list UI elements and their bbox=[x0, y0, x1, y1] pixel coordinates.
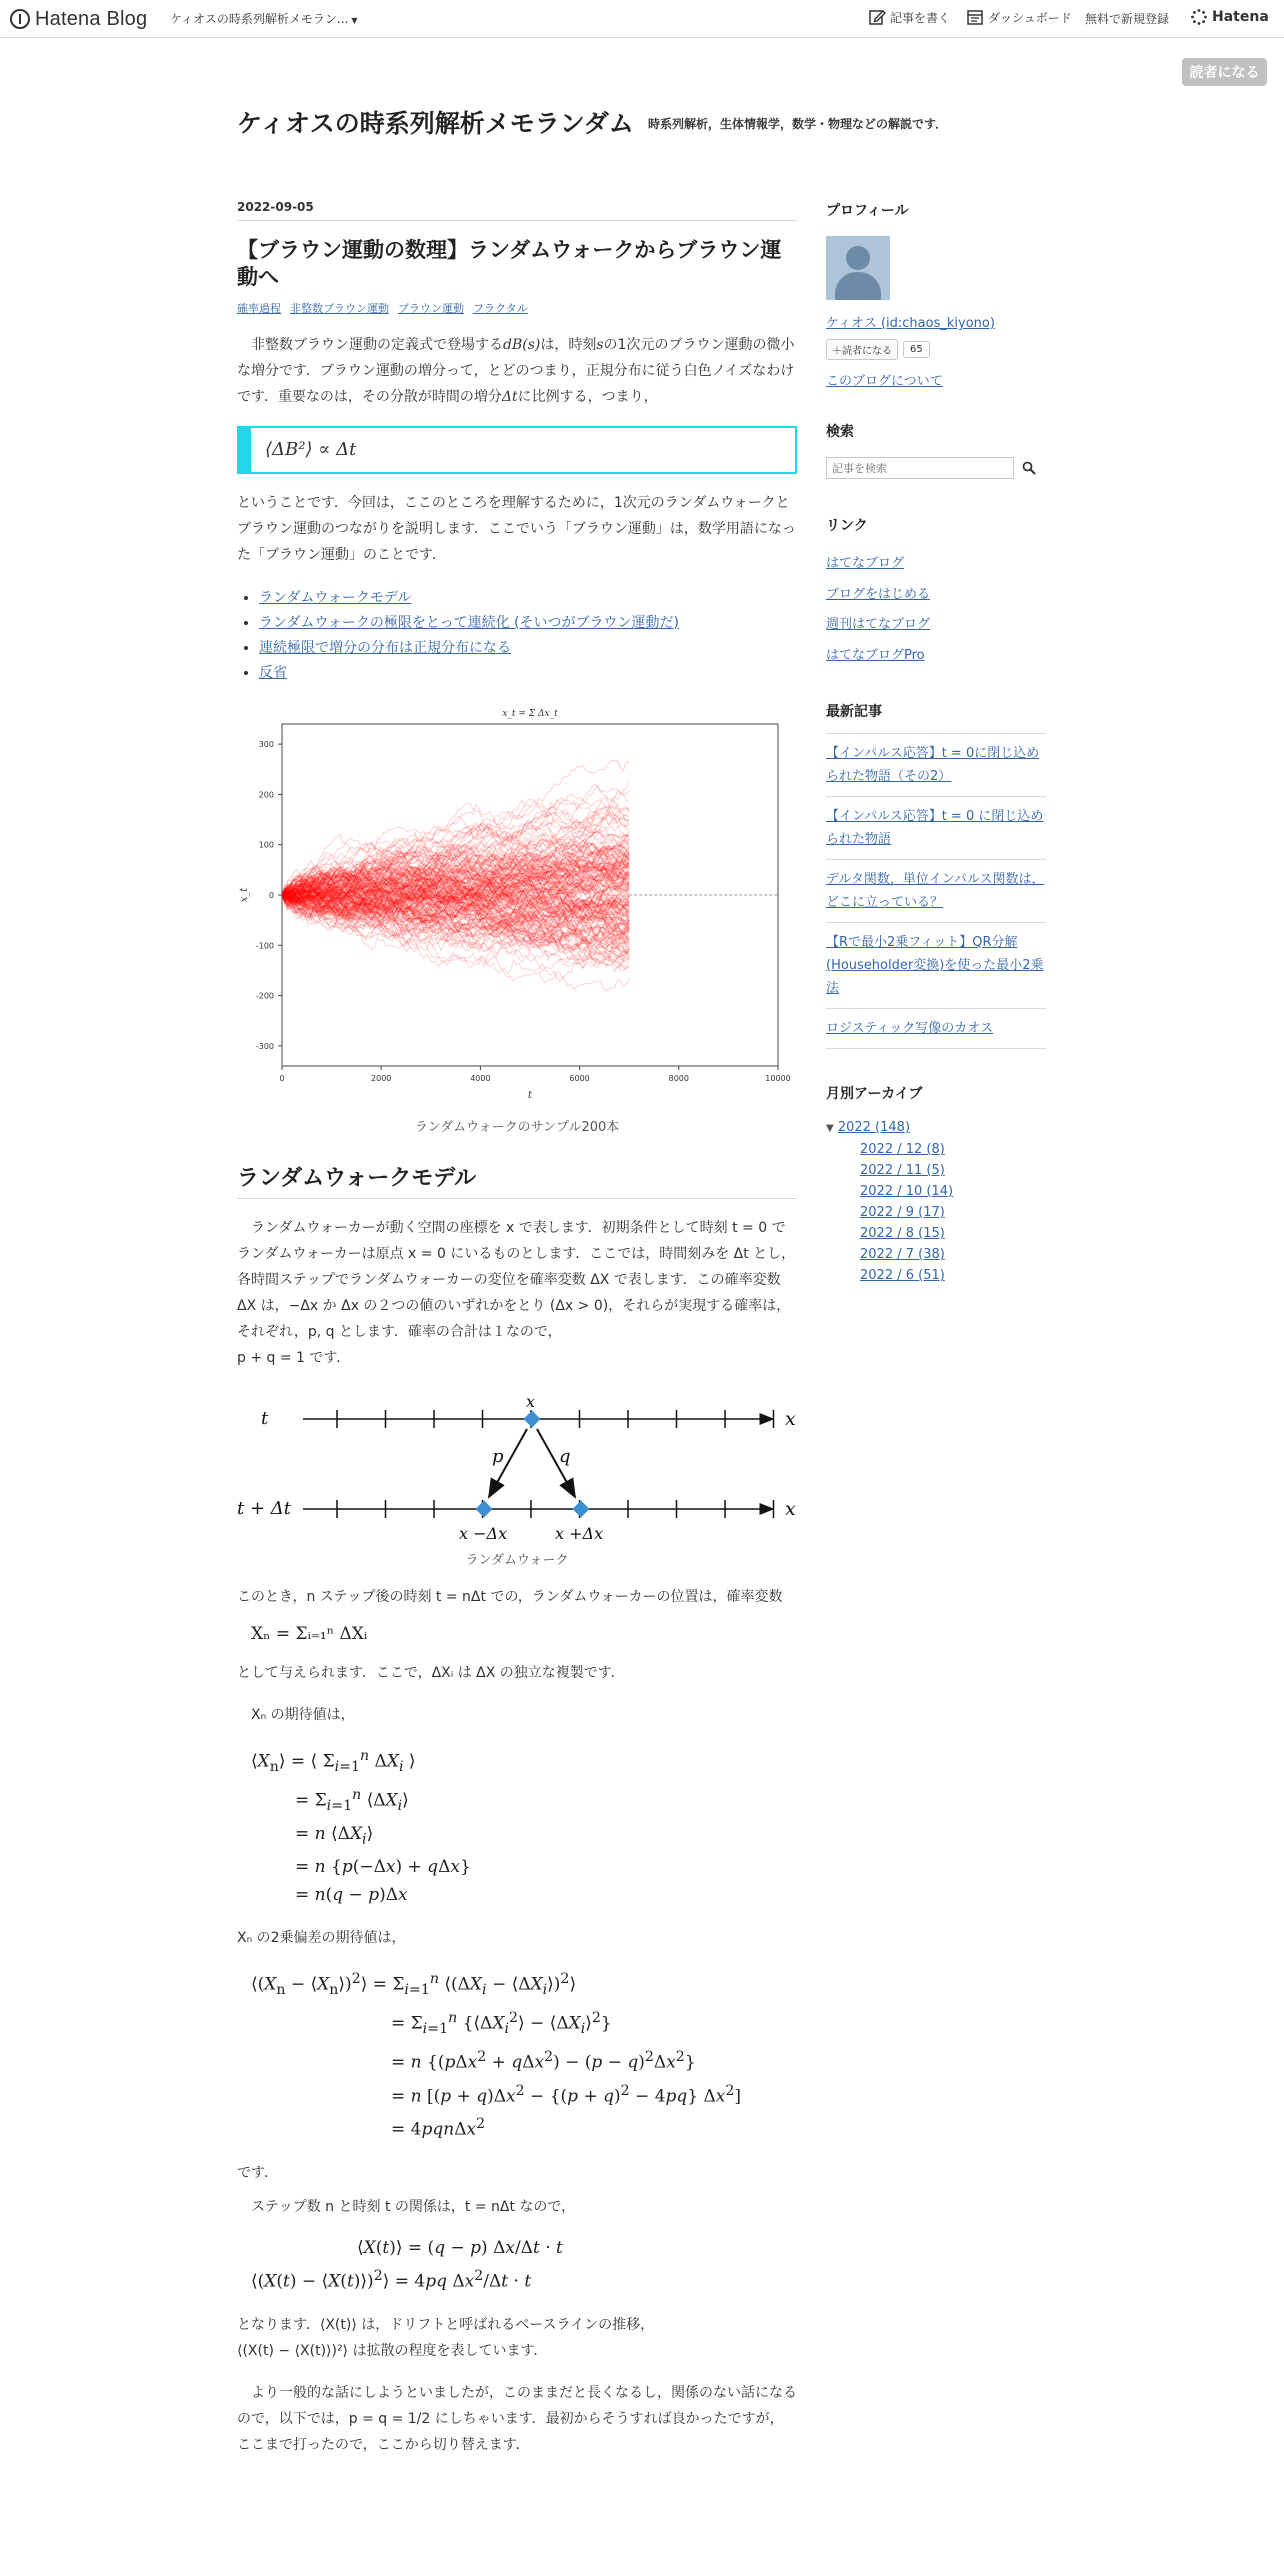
recent-entry bbox=[826, 733, 1046, 797]
profile-heading: プロフィール bbox=[826, 203, 909, 219]
p-label: p bbox=[492, 1445, 504, 1467]
profile-name-link[interactable]: ケィオス (id:chaos_kiyono) bbox=[826, 316, 995, 331]
walker-marker bbox=[524, 1410, 541, 1427]
category-link[interactable]: 非整数ブラウン運動 bbox=[290, 301, 389, 315]
hatena-menu[interactable] bbox=[1190, 8, 1269, 26]
archive-month-link[interactable]: 2022 / 11 (5) bbox=[860, 1163, 945, 1178]
recent-entry bbox=[826, 923, 1046, 1009]
toc-link[interactable]: 連続極限で増分の分布は正規分布になる bbox=[259, 639, 511, 656]
equation-sum: Xₙ = Σᵢ₌₁ⁿ ΔXᵢ bbox=[251, 1623, 368, 1644]
section-paragraph-3: として与えられます．ここで，ΔXᵢ は ΔX の独立な複製です． bbox=[237, 1664, 625, 1681]
y-tick-label: 300 bbox=[258, 739, 274, 749]
section-paragraph-end: p + q = 1 です． bbox=[237, 1349, 351, 1366]
category-link[interactable]: ブラウン運動 bbox=[398, 301, 464, 315]
category-list bbox=[237, 300, 797, 316]
toc-item bbox=[259, 661, 797, 686]
section-paragraph-5: Xₙ の2乗偏差の期待値は， bbox=[237, 1930, 406, 1947]
section-paragraph-4: Xₙ の期待値は， bbox=[251, 1706, 355, 1723]
x-position-label: x bbox=[526, 1392, 536, 1411]
links-list bbox=[826, 549, 1046, 671]
table-of-contents bbox=[237, 586, 797, 686]
figure-caption-2: ランダムウォーク bbox=[465, 1552, 569, 1568]
main-column bbox=[237, 200, 797, 2458]
entry-date[interactable]: 2022-09-05 bbox=[237, 200, 797, 221]
section-paragraph-9: より一般的な話にしようといましたが，このままだと長くなるし，関係のない話になるので，以下では，p = q = 1/2 にしちゃいます．最初からそうすれば良かったですが，ここまで打ったので，ここから切り替えます． bbox=[237, 2384, 797, 2453]
archive-year-link[interactable]: 2022 (148) bbox=[837, 1120, 911, 1135]
t-dt-label: t + Δt bbox=[237, 1497, 291, 1519]
text-span: ⟨(X(t) − ⟨X(t)⟩)²⟩ は拡散の程度を表しています． bbox=[237, 2342, 548, 2359]
highlight-formula: ⟨ΔB²⟩ ∝ Δt bbox=[265, 439, 357, 461]
avatar[interactable] bbox=[826, 236, 890, 300]
q-label: q bbox=[559, 1445, 571, 1467]
y-axis-label: x_t bbox=[239, 887, 250, 902]
intro-paragraph-2: ということです．今回は，ここのところを理解するために，1次元のランダムウォークとブラウン運動のつながりを説明します．ここでいう「ブラウン運動」は，数学用語になった「ブラウン運動」のことです． bbox=[237, 494, 796, 563]
hatena-logo-icon bbox=[10, 9, 30, 29]
section-paragraph-6: です． bbox=[237, 2165, 278, 2182]
write-entry-label: 記事を書く bbox=[890, 10, 951, 25]
toc-item bbox=[259, 636, 797, 661]
random-walk-figure[interactable] bbox=[237, 704, 797, 1108]
x-minus-label: x −Δx bbox=[459, 1523, 508, 1543]
x-tick-label: 8000 bbox=[668, 1073, 689, 1083]
recent-heading: 最新記事 bbox=[826, 704, 882, 720]
search-input[interactable] bbox=[826, 457, 1014, 479]
search-icon[interactable] bbox=[1022, 461, 1036, 475]
chevron-down-icon: ▼ bbox=[351, 16, 358, 25]
pencil-icon bbox=[868, 8, 886, 26]
section-paragraph: ランダムウォーカーが動く空間の座標を x で表します．初期条件として時刻 t = 0 でランダムウォーカーは原点 x = 0 にいるものとします．ここでは，時間刻みを Δt とし，各時間ステップでランダムウォーカーの変位を確率変数 ΔX で表します．この確率変数 ΔX は，−Δx か Δx の２つの値のいずれかをとり (Δx > 0)，それらが実現する確率は，それぞれ，p, q とします．確率の合計は１なので， bbox=[237, 1219, 796, 1340]
text-span: となります．⟨X(t)⟩ は，ドリフトと呼ばれるベースラインの推移， bbox=[237, 2316, 655, 2333]
time-equations: ⟨X(t)⟩ = (q − p) Δx/Δt · t ⟨(X(t) − ⟨X(t)⟩)$^2$⟩ = 4pq $\Delta x^2/\Delta t \cdot t$ bbox=[251, 2238, 563, 2292]
links-heading: リンク bbox=[826, 518, 868, 534]
search-heading: 検索 bbox=[826, 424, 854, 440]
signup-label: 無料で新規登録 bbox=[1085, 12, 1170, 26]
recent-entry bbox=[826, 797, 1046, 860]
category-link[interactable]: フラクタル bbox=[473, 301, 528, 315]
sidebar-link[interactable]: 週刊はてなブログ bbox=[826, 617, 931, 632]
variance-equations: $⟨(X_n$ − $⟨X_n⟩)^2⟩ = \Sigma_{i=1}^n$ $⟨(\Delta X_i$ − $⟨\Delta X_i⟩)^2⟩$ = $\Sigma_{i=1}^n$ {$⟨\Delta X_i^2⟩$ − $⟨\Delta X_i⟩^2$} = n $\{(p\Delta x^2 + q\Delta x^2) - (p - q)^2\Delta x^2\}$ = n [$(p + q)\Delta x^2 - \{(p + q)^2 - 4pq\}$ $\Delta x^2$] = 4pqnΔx$^2$ bbox=[251, 1971, 742, 2141]
write-entry-button[interactable] bbox=[868, 8, 950, 26]
recent-entry-link[interactable]: ロジスティック写像のカオス bbox=[826, 1021, 994, 1036]
archive-month-link[interactable]: 2022 / 7 (38) bbox=[860, 1247, 945, 1262]
section-paragraph-8 bbox=[237, 2312, 797, 2364]
intro-paragraph bbox=[237, 332, 797, 410]
y-tick-label: 100 bbox=[258, 840, 274, 850]
brand-name: Hatena Blog bbox=[35, 7, 148, 30]
archive-month-link[interactable]: 2022 / 6 (51) bbox=[860, 1268, 945, 1283]
follow-widget bbox=[826, 339, 1046, 360]
blog-title[interactable]: ケィオスの時系列解析メモランダム bbox=[237, 109, 634, 138]
math-inline: dB(s) bbox=[503, 336, 541, 353]
x-tick-label: 10000 bbox=[765, 1073, 791, 1083]
avatar-head-shape bbox=[846, 246, 870, 270]
archive-months bbox=[826, 1139, 1046, 1286]
text-span: の1次元のブラウン運動の微小な増分です．ブラウン運動の増分って，とどのつまり，正規分布に従う白色ノイズなわけです．重要なのは，その分散が時間の増分 bbox=[237, 336, 795, 405]
hatena-label: Hatena bbox=[1212, 9, 1269, 25]
y-tick-label: 200 bbox=[258, 790, 274, 800]
x-axis-label: x bbox=[785, 1407, 796, 1430]
x-tick-label: 6000 bbox=[569, 1073, 590, 1083]
section-heading: ランダムウォークモデル bbox=[237, 1161, 797, 1199]
y-tick-label: -100 bbox=[255, 940, 274, 950]
random-walk-chart bbox=[237, 704, 797, 1104]
blog-description: 時系列解析，生体情報学，数学・物理などの解説です． bbox=[648, 117, 948, 131]
follow-button[interactable] bbox=[826, 339, 898, 360]
subscribe-button[interactable]: 読者になる bbox=[1182, 58, 1267, 86]
math-inline: s bbox=[596, 336, 604, 353]
x-tick-label: 4000 bbox=[470, 1073, 491, 1083]
toc-link[interactable]: 反省 bbox=[259, 664, 287, 681]
y-tick-label: -300 bbox=[255, 1041, 274, 1051]
category-link[interactable]: 確率過程 bbox=[237, 301, 281, 315]
recent-entries-list bbox=[826, 733, 1046, 1049]
x-tick-label: 0 bbox=[279, 1073, 285, 1083]
chart-title: x_t = Σ Δx_t bbox=[502, 708, 558, 719]
signup-link[interactable] bbox=[1085, 10, 1169, 27]
math-inline: Δt bbox=[501, 388, 518, 405]
random-walk-diagram bbox=[237, 1393, 797, 1547]
recent-entry bbox=[826, 860, 1046, 923]
x-tick-label: 2000 bbox=[371, 1073, 392, 1083]
about-blog-link[interactable]: このブログについて bbox=[826, 374, 943, 389]
section-paragraph-7: ステップ数 n と時刻 t の関係は，t = nΔt なので， bbox=[251, 2199, 576, 2216]
recent-entry-link[interactable]: 【インパルス応答】t = 0 に閉じ込められた物語 bbox=[826, 809, 1044, 847]
figure-caption: ランダムウォークのサンプル200本 bbox=[414, 1119, 620, 1135]
text-span: 非整数ブラウン運動の定義式で登場する bbox=[251, 336, 503, 353]
sidebar bbox=[826, 200, 1046, 1286]
search-form bbox=[826, 457, 1046, 479]
recent-entry bbox=[826, 1009, 1046, 1049]
archive-list bbox=[826, 1117, 1046, 1286]
x-axis-label-2: x bbox=[785, 1497, 796, 1520]
recent-entry-link[interactable]: 【Rで最小2乗フィット】QR分解 (Householder変換)を使った最小2乗法 bbox=[826, 935, 1044, 996]
toc-item bbox=[259, 586, 797, 611]
blog-selector[interactable] bbox=[170, 10, 358, 27]
archive-month-link[interactable]: 2022 / 9 (17) bbox=[860, 1205, 945, 1220]
x-plus-label: x +Δx bbox=[555, 1523, 604, 1543]
recent-entry-link[interactable]: 【インパルス応答】t = 0に閉じ込められた物語（その2） bbox=[826, 746, 1040, 784]
hatena-dots-icon bbox=[1190, 8, 1208, 26]
x-axis-label: t bbox=[527, 1089, 533, 1101]
toc-item bbox=[259, 611, 797, 636]
follower-count[interactable]: 65 bbox=[903, 341, 930, 358]
sidebar-link[interactable]: はてなブログ bbox=[826, 556, 905, 571]
expectation-equations: $⟨X_n⟩$ = ⟨ $\Sigma_{i=1}^n$ $\Delta X_i$ ⟩ = $\Sigma_{i=1}^n$ $⟨\Delta X_i⟩$ = n $⟨\Delta X_i⟩$ = n {p(−Δx) + qΔx} = n(q − p)Δx bbox=[251, 1747, 471, 1906]
avatar-body-shape bbox=[835, 272, 881, 300]
highlight-formula-box bbox=[237, 426, 797, 474]
text-span: に比例する，つまり， bbox=[517, 388, 658, 405]
plus-icon: ＋ bbox=[832, 346, 842, 357]
recent-entry-link[interactable]: デルタ関数，単位インパルス関数は，どこに立っている？ bbox=[826, 872, 1045, 910]
follow-label: 読者になる bbox=[842, 346, 892, 357]
dashboard-label: ダッシュボード bbox=[988, 10, 1072, 25]
section-paragraph-2: このとき，n ステップ後の時刻 t = nΔt での，ランダムウォーカーの位置は，確率変数 bbox=[237, 1588, 783, 1605]
triangle-down-icon[interactable]: ▼ bbox=[826, 1123, 834, 1134]
blog-selector-label: ケィオスの時系列解析メモラン... bbox=[170, 12, 349, 26]
toc-link[interactable]: ランダムウォークの極限をとって連続化 (そいつがブラウン運動だ) bbox=[259, 614, 679, 631]
global-header bbox=[0, 0, 1284, 38]
y-tick-label: 0 bbox=[268, 890, 274, 900]
walker-marker-left bbox=[476, 1500, 493, 1517]
sidebar-link[interactable]: はてなブログPro bbox=[826, 647, 925, 663]
text-span: は，時刻 bbox=[540, 336, 597, 353]
hatena-blog-logo[interactable] bbox=[10, 6, 147, 32]
entry-title[interactable]: 【ブラウン運動の数理】ランダムウォークからブラウン運動へ bbox=[237, 238, 782, 290]
walker-marker-right bbox=[573, 1500, 590, 1517]
dashboard-button[interactable] bbox=[966, 8, 1072, 26]
archive-heading: 月別アーカイブ bbox=[826, 1086, 923, 1102]
archive-month-link[interactable]: 2022 / 10 (14) bbox=[860, 1184, 954, 1199]
y-tick-label: -200 bbox=[255, 991, 274, 1001]
t-label: t bbox=[261, 1407, 269, 1429]
toc-link[interactable]: ランダムウォークモデル bbox=[259, 589, 412, 606]
archive-month-link[interactable]: 2022 / 8 (15) bbox=[860, 1226, 945, 1241]
archive-month-link[interactable]: 2022 / 12 (8) bbox=[860, 1142, 945, 1157]
dashboard-icon bbox=[966, 8, 984, 26]
sidebar-link[interactable]: ブログをはじめる bbox=[826, 586, 931, 602]
